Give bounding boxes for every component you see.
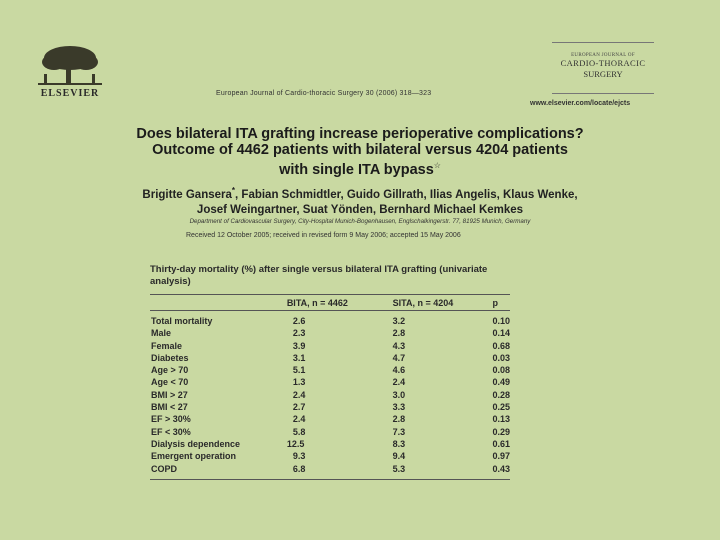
affiliation: Department of Cardiovascular Surgery, City-Hospital Munich-Bogenhausen, Englschalkingerstr. 77, 81925 Munich, Germany: [189, 218, 531, 225]
p-value: 0.29: [492, 426, 510, 437]
bita-value: 2.4: [292, 414, 306, 425]
table-row: [150, 450, 510, 462]
received-dates: Received 12 October 2005; received in revised form 9 May 2006; accepted 15 May 2006: [186, 232, 461, 239]
title-line-3: with single ITA bypass: [279, 161, 434, 178]
bita-value: 1.3: [292, 377, 306, 388]
bita-value: 2.7: [292, 402, 306, 413]
corresponding-author: Brigitte Gansera: [142, 188, 232, 201]
sita-value: 7.3: [392, 426, 406, 437]
bita-value: 5.1: [292, 365, 306, 376]
p-value: 0.10: [492, 316, 510, 326]
p-value: 0.43: [492, 463, 510, 474]
p-value: 0.13: [492, 414, 510, 425]
table-row: [150, 327, 510, 339]
table-bottom-rule: [150, 479, 510, 480]
row-label: Female: [151, 340, 183, 351]
bita-value: 3.1: [292, 352, 306, 363]
p-value: 0.03: [492, 352, 510, 363]
row-label: Emergent operation: [151, 451, 237, 462]
journal-logo-line3: SURGERY: [583, 69, 623, 79]
sita-value: 2.8: [392, 328, 406, 339]
bita-value: 12.5: [286, 438, 305, 449]
sita-value: 3.0: [392, 389, 406, 400]
row-label: Dialysis dependence: [151, 438, 241, 449]
journal-citation: European Journal of Cardio-thoracic Surgery 30 (2006) 318—323: [216, 90, 432, 97]
table-row: [150, 389, 510, 401]
title-line-1: Does bilateral ITA grafting increase perioperative complications?: [136, 126, 584, 142]
p-value: 0.68: [492, 340, 510, 351]
bita-value: 2.6: [292, 316, 306, 326]
table-caption: Thirty-day mortality (%) after single versus bilateral ITA grafting (univariate analysis): [150, 264, 488, 287]
row-label: Age > 70: [151, 365, 189, 376]
p-value: 0.28: [492, 389, 510, 400]
header-cell-p: p: [492, 298, 498, 308]
table-header-row: [150, 295, 510, 310]
mortality-table-block: [150, 264, 510, 480]
p-value: 0.61: [492, 438, 510, 449]
journal-logo-line1: EUROPEAN JOURNAL OF: [571, 53, 635, 58]
header-cell-bita: BITA, n = 4462: [286, 298, 348, 308]
row-label: Male: [151, 328, 172, 339]
table-row: [150, 364, 510, 376]
authors-line-2: Josef Weingartner, Suat Yönden, Bernhard Michael Kemkes: [196, 203, 524, 216]
corresponding-author-mark[interactable]: *: [231, 186, 236, 195]
bita-value: 9.3: [292, 451, 306, 462]
row-label: COPD: [151, 463, 178, 474]
author-list: [60, 183, 660, 218]
sita-value: 4.7: [392, 352, 406, 363]
row-label: Total mortality: [151, 316, 213, 326]
sita-value: 4.3: [392, 340, 406, 351]
table-row: [150, 438, 510, 450]
row-label: BMI > 27: [151, 389, 188, 400]
journal-logo-line2: CARDIO-THORACIC: [560, 58, 646, 68]
sita-value: 3.2: [392, 316, 406, 326]
p-value: 0.97: [492, 451, 510, 462]
row-label: Age < 70: [151, 377, 189, 388]
bita-value: 3.9: [292, 340, 306, 351]
p-value: 0.14: [492, 328, 510, 339]
journal-logo: [552, 42, 654, 94]
sita-value: 3.3: [392, 402, 406, 413]
bita-value: 2.3: [292, 328, 306, 339]
sita-value: 8.3: [392, 438, 406, 449]
sita-value: 5.3: [392, 463, 406, 474]
sita-value: 9.4: [392, 451, 406, 462]
sita-value: 2.4: [392, 377, 406, 388]
p-value: 0.49: [492, 377, 510, 388]
row-label: EF < 30%: [151, 426, 191, 437]
bita-value: 2.4: [292, 389, 306, 400]
header-cell-sita: SITA, n = 4204: [392, 298, 454, 308]
table-row: [150, 340, 510, 352]
table-row: [150, 352, 510, 364]
table-row: [150, 463, 510, 475]
table-row: [150, 376, 510, 388]
title-footnote-mark[interactable]: ☆: [433, 161, 441, 170]
publisher-name: ELSEVIER: [40, 88, 100, 99]
p-value: 0.08: [492, 365, 510, 376]
bita-value: 6.8: [292, 463, 306, 474]
row-label: EF > 30%: [151, 414, 191, 425]
table-row: [150, 315, 510, 327]
table-row: [150, 401, 510, 413]
bita-value: 5.8: [292, 426, 306, 437]
table-row: [150, 426, 510, 438]
sita-value: 2.8: [392, 414, 406, 425]
title-line-2: Outcome of 4462 patients with bilateral versus 4204 patients: [152, 142, 568, 158]
header-cell-label: [150, 295, 287, 310]
mortality-table: [150, 295, 510, 475]
table-row: [150, 413, 510, 425]
sita-value: 4.6: [392, 365, 406, 376]
row-label: BMI < 27: [151, 402, 188, 413]
row-label: Diabetes: [151, 352, 189, 363]
p-value: 0.25: [492, 402, 510, 413]
journal-url[interactable]: www.elsevier.com/locate/ejcts: [530, 100, 631, 107]
authors-line-1: , Fabian Schmidtler, Guido Gillrath, Ilias Angelis, Klaus Wenke,: [235, 188, 578, 201]
article-title: [60, 126, 660, 178]
